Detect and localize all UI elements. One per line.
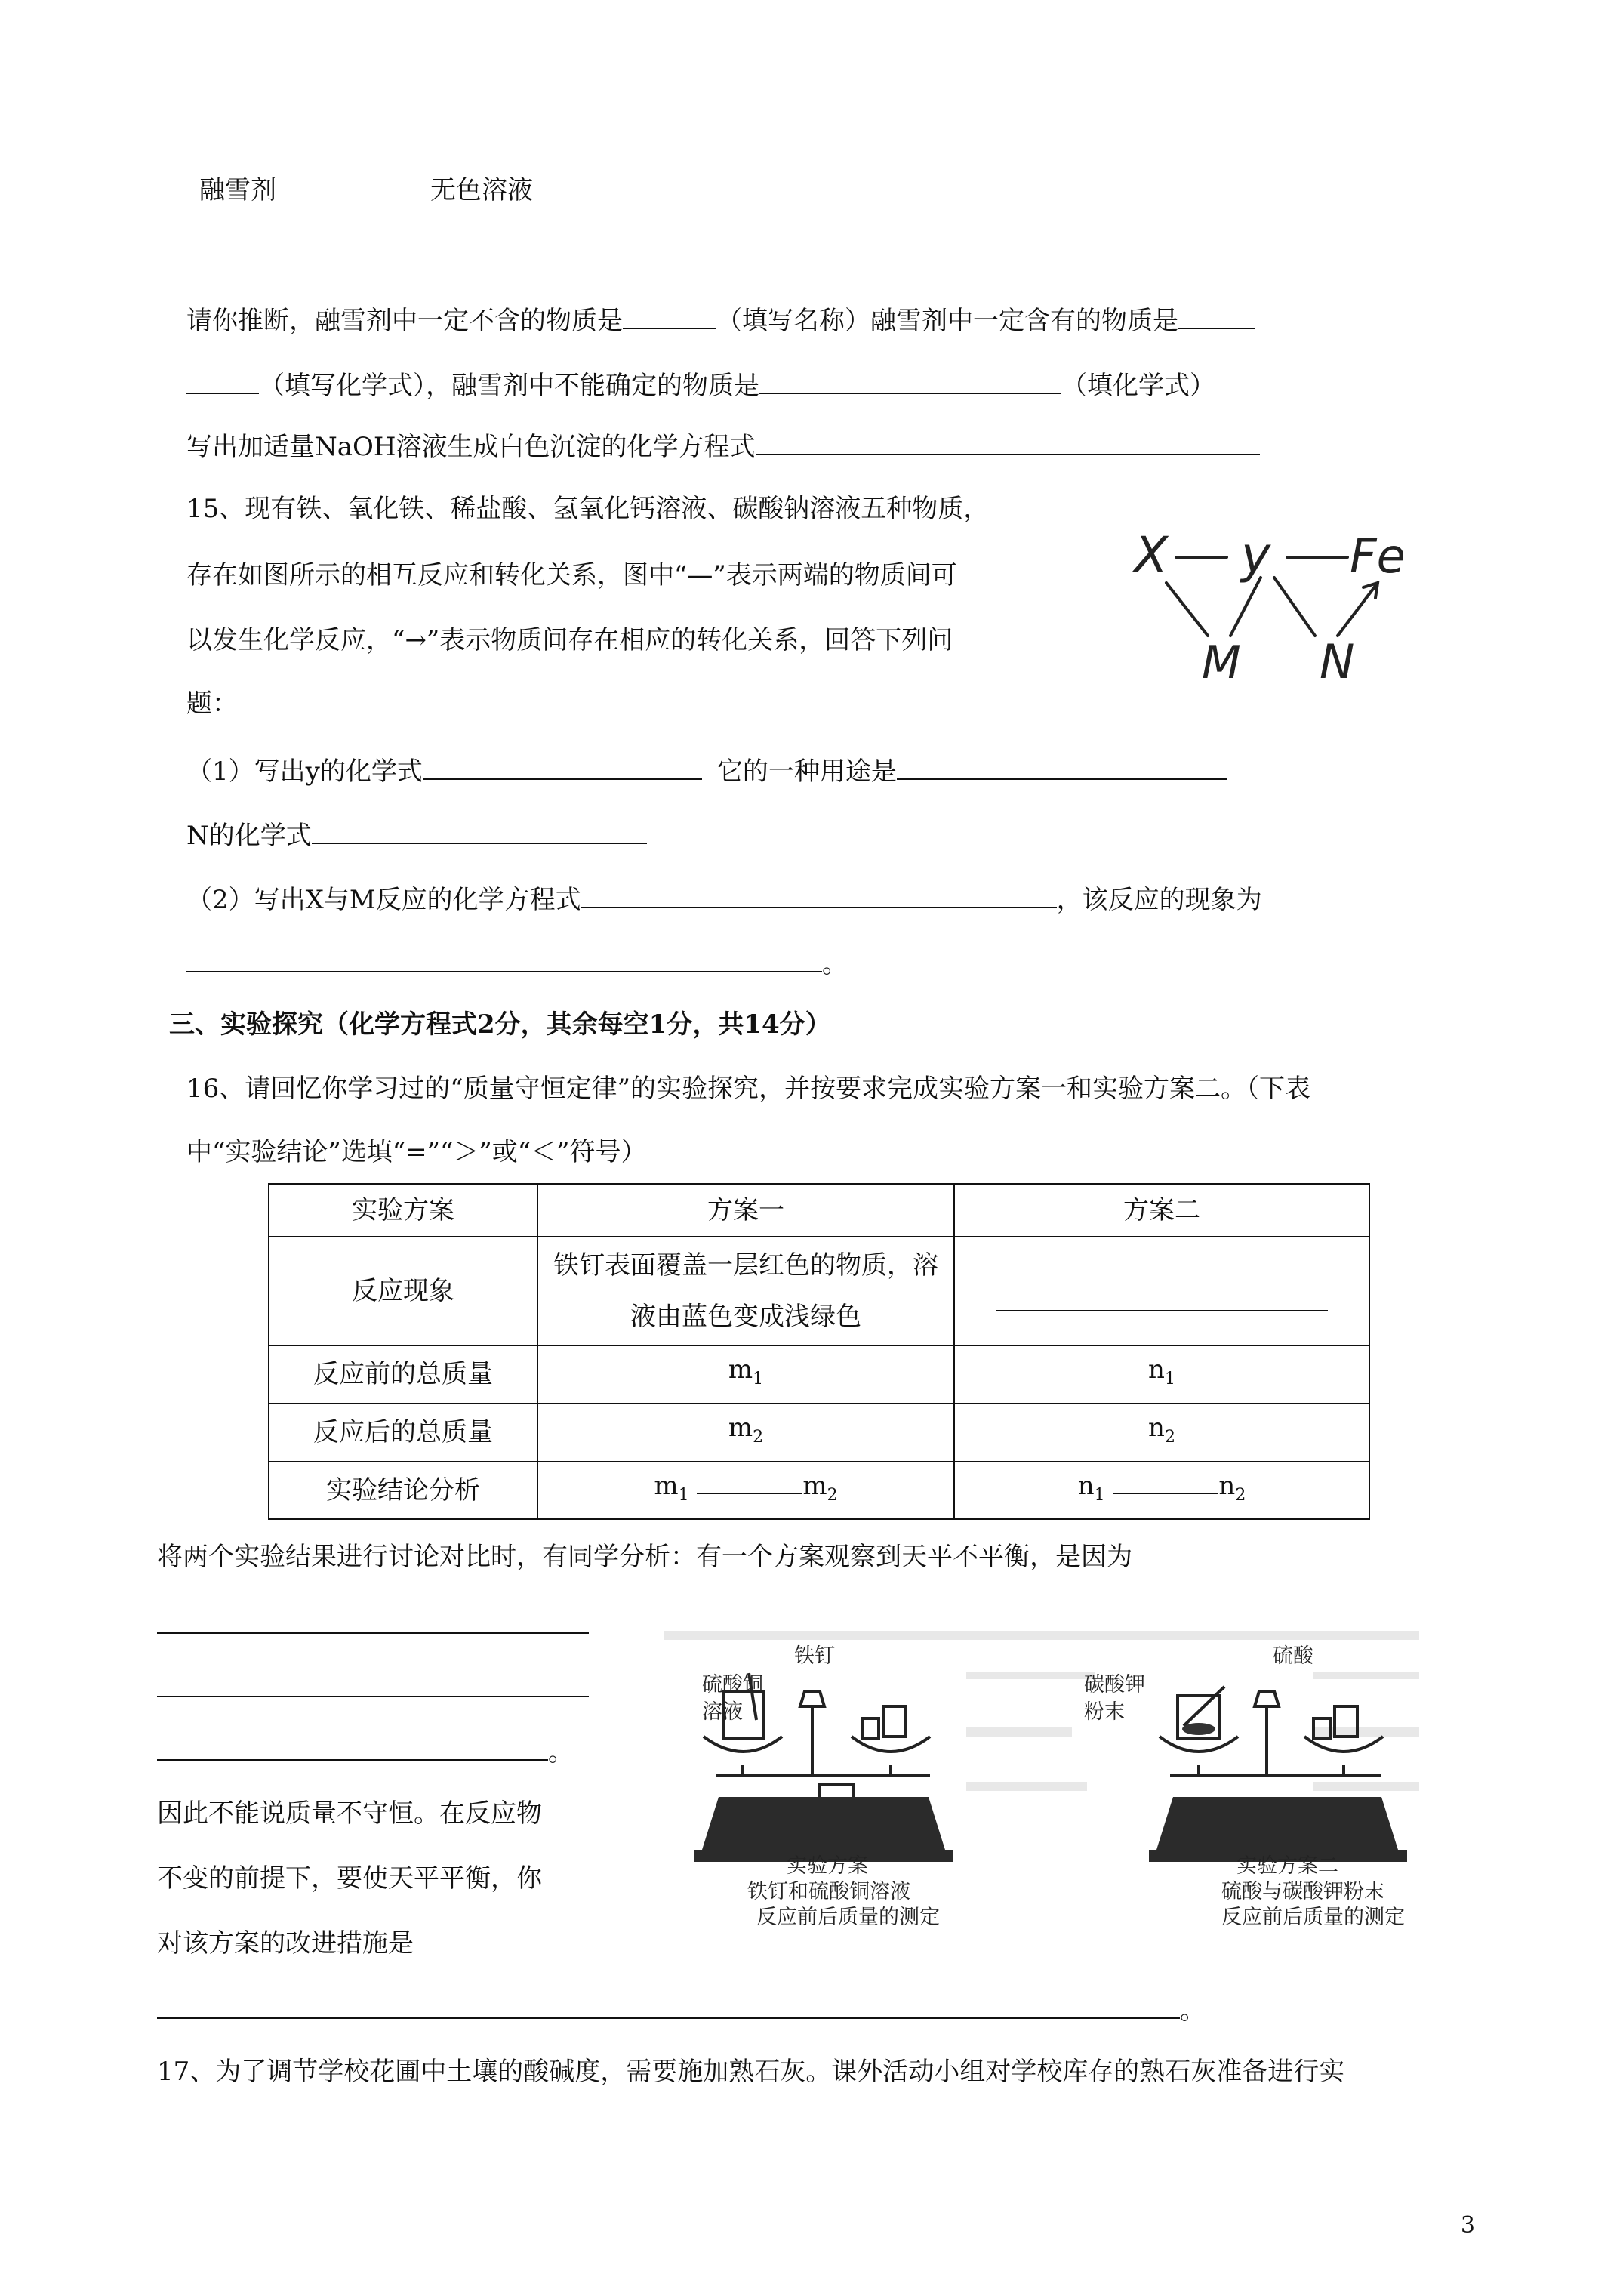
q15-line1: 15、现有铁、氧化铁、稀盐酸、氢氧化钙溶液、碳酸钠溶液五种物质， — [186, 494, 990, 524]
label-snow-melt: 融雪剂 — [199, 175, 276, 205]
caption-right-1: 实验方案二 — [1236, 1854, 1338, 1878]
cell-m1: $m_1$ — [537, 1345, 954, 1404]
q14-line1: 请你推断，融雪剂中一定不含的物质是 （填写名称）融雪剂中一定含有的物质是 — [186, 300, 1255, 337]
experiment-table — [268, 1183, 1370, 1520]
caption-left-1: 实验方案 — [787, 1854, 868, 1878]
cell-plan1-phenomenon: 铁钉表面覆盖一层红色的物质，溶 液由蓝色变成浅绿色 — [537, 1237, 954, 1345]
answer-blank[interactable] — [897, 751, 1227, 780]
col-head: 方案一 — [537, 1184, 954, 1237]
node-y: y — [1241, 526, 1271, 584]
tag-iron-nail: 铁钉 — [794, 1644, 835, 1668]
row-label: 反应前的总质量 — [269, 1345, 537, 1404]
col-head: 方案二 — [954, 1184, 1369, 1237]
q16-line4: 因此不能说质量不守恒。在反应物 — [157, 1798, 542, 1829]
node-n: N — [1320, 634, 1355, 689]
q15-line2: 存在如图所示的相互反应和转化关系，图中“—”表示两端的物质间可 — [186, 560, 957, 590]
q16-blank-line: 。 — [157, 1732, 574, 1769]
balance-left-base — [702, 1797, 945, 1850]
caption-left-2: 铁钉和硫酸铜溶液 — [747, 1880, 910, 1903]
answer-blank[interactable] — [157, 1605, 589, 1634]
answer-blank[interactable] — [623, 300, 716, 329]
answer-blank[interactable] — [581, 880, 1057, 908]
answer-blank[interactable] — [996, 1283, 1328, 1311]
node-x: X — [1134, 526, 1169, 584]
q16-blank-line: 。 — [157, 1990, 1206, 2027]
answer-blank[interactable] — [186, 944, 822, 972]
cell-n1: $n_1$ — [954, 1345, 1369, 1404]
label-colorless-solution: 无色溶液 — [430, 175, 533, 205]
caption-left-3: 反应前后质量的测定 — [756, 1906, 940, 1929]
row-label: 实验结论分析 — [269, 1462, 537, 1520]
q15-part1-n: N的化学式 — [186, 815, 647, 852]
section-title: 三、实验探究（化学方程式2分，其余每空1分，共14分） — [169, 1009, 831, 1040]
reaction-diagram — [1117, 513, 1449, 710]
page-number: 3 — [1460, 2212, 1475, 2239]
q15-part1: （1）写出y的化学式 它的一种用途是 — [186, 751, 1227, 788]
answer-blank[interactable] — [312, 815, 647, 844]
q15-part2: （2）写出X与M反应的化学方程式 ，该反应的现象为 — [186, 880, 1262, 917]
q16-line2: 中“实验结论”选填“=”“＞”或“＜”符号） — [186, 1137, 647, 1167]
cell-n2: $n_2$ — [954, 1404, 1369, 1462]
balance-figure — [649, 1623, 1434, 1940]
row-label: 反应现象 — [269, 1237, 537, 1345]
tag-potassium-carbonate: 碳酸钾 — [1084, 1673, 1145, 1697]
caption-right-3: 反应前后质量的测定 — [1221, 1906, 1405, 1929]
answer-blank[interactable] — [1178, 300, 1255, 329]
col-head: 实验方案 — [269, 1184, 537, 1237]
answer-blank[interactable] — [1113, 1465, 1218, 1494]
answer-blank[interactable] — [157, 1990, 1180, 2019]
q15-part2-cont: 。 — [186, 944, 848, 981]
node-fe: Fe — [1350, 529, 1406, 584]
q16-line6: 对该方案的改进措施是 — [157, 1928, 414, 1959]
node-m: M — [1202, 636, 1241, 689]
tag-copper-sulfate: 硫酸铜 — [702, 1673, 763, 1697]
cell-plan2-phenomenon — [954, 1237, 1369, 1345]
caption-right-2: 硫酸与碳酸钾粉末 — [1221, 1880, 1384, 1903]
q17-line1: 17、为了调节学校花圃中土壤的酸碱度，需要施加熟石灰。课外活动小组对学校库存的熟石灰准备进行实 — [157, 2057, 1345, 2087]
answer-blank[interactable] — [756, 427, 1260, 455]
tag-sulfuric-acid: 硫酸 — [1273, 1644, 1313, 1668]
tag-powder: 粉末 — [1084, 1700, 1125, 1724]
q15-line4: 题： — [186, 689, 238, 719]
q14-line2: （填写化学式），融雪剂中不能确定的物质是 （填化学式） — [186, 365, 1215, 402]
cell-m-compare: $m_1$ $m_2$ — [537, 1462, 954, 1520]
answer-blank[interactable] — [157, 1732, 548, 1761]
q16-blank-line — [157, 1605, 589, 1642]
cell-m2: $m_2$ — [537, 1404, 954, 1462]
q14-line3: 写出加适量NaOH溶液生成白色沉淀的化学方程式 — [186, 427, 1260, 464]
answer-blank[interactable] — [423, 751, 702, 780]
answer-blank[interactable] — [697, 1465, 802, 1494]
answer-blank[interactable] — [186, 365, 259, 394]
q16-blank-line — [157, 1669, 589, 1706]
q16-line5: 不变的前提下，要使天平平衡，你 — [157, 1863, 542, 1894]
cell-n-compare: $n_1$ $n_2$ — [954, 1462, 1369, 1520]
q16-line1: 16、请回忆你学习过的“质量守恒定律”的实验探究，并按要求完成实验方案一和实验方案二。（下表 — [186, 1074, 1311, 1104]
balance-right-base — [1156, 1797, 1398, 1850]
q15-line3: 以发生化学反应，“→”表示物质间存在相应的转化关系，回答下列问 — [186, 625, 953, 655]
tag-solution: 溶液 — [702, 1700, 743, 1724]
q16-line3: 将两个实验结果进行讨论对比时，有同学分析：有一个方案观察到天平不平衡，是因为 — [157, 1542, 1132, 1572]
answer-blank[interactable] — [759, 365, 1061, 394]
row-label: 反应后的总质量 — [269, 1404, 537, 1462]
answer-blank[interactable] — [157, 1669, 589, 1697]
